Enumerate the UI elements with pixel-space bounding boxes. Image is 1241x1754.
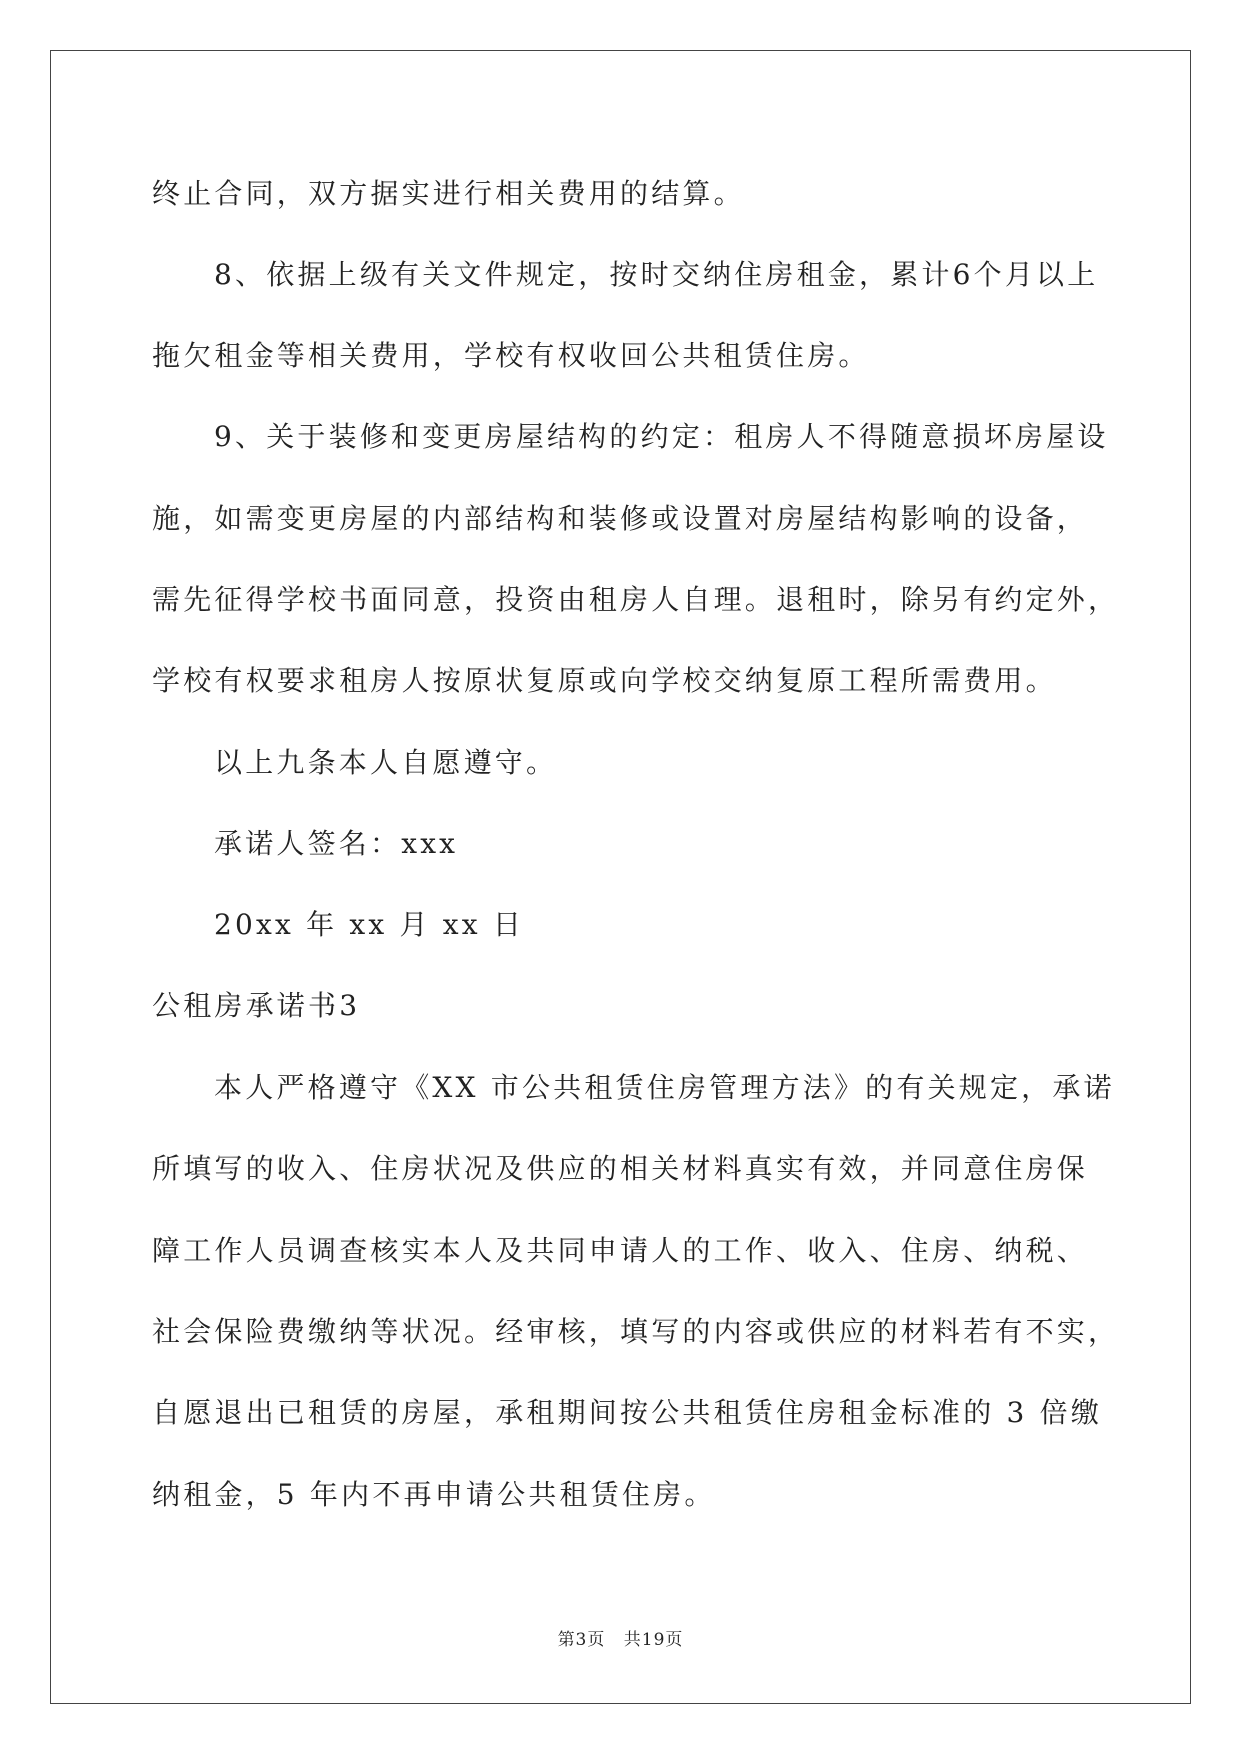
paragraph-line: 9、关于装修和变更房屋结构的约定：租房人不得随意损坏房屋设 [214,420,1109,453]
section-heading: 公租房承诺书3 [152,989,361,1022]
paragraph-line: 8、依据上级有关文件规定，按时交纳住房租金，累计6个月以上 [214,258,1099,291]
page-number: 第3页 [557,1630,606,1650]
paragraph-line: 施，如需变更房屋的内部结构和装修或设置对房屋结构影响的设备， [152,502,1089,535]
paragraph-line: 纳租金，5 年内不再申请公共租赁住房。 [152,1478,716,1511]
paragraph-line: 自愿退出已租赁的房屋，承租期间按公共租赁住房租金标准的 3 倍缴 [152,1396,1103,1429]
paragraph-line: 障工作人员调查核实本人及共同申请人的工作、收入、住房、纳税、 [152,1234,1089,1267]
date-line: 20xx 年 xx 月 xx 日 [214,908,525,941]
paragraph-line: 社会保险费缴纳等状况。经审核，填写的内容或供应的材料若有不实， [152,1315,1120,1348]
paragraph-line: 学校有权要求租房人按原状复原或向学校交纳复原工程所需费用。 [152,664,1057,697]
paragraph-line: 终止合同，双方据实进行相关费用的结算。 [152,177,745,210]
page-footer [0,1625,1241,1650]
signature-line: 承诺人签名：xxx [214,827,459,860]
paragraph-line: 拖欠租金等相关费用，学校有权收回公共租赁住房。 [152,339,870,372]
page-border [50,50,1191,1704]
page-total: 共19页 [623,1630,684,1650]
paragraph-line: 本人严格遵守《XX 市公共租赁住房管理方法》的有关规定，承诺 [214,1071,1115,1104]
paragraph-line: 所填写的收入、住房状况及供应的相关材料真实有效，并同意住房保 [152,1152,1089,1185]
paragraph-line: 需先征得学校书面同意，投资由租房人自理。退租时，除另有约定外， [152,583,1120,616]
paragraph-line: 以上九条本人自愿遵守。 [214,746,558,779]
